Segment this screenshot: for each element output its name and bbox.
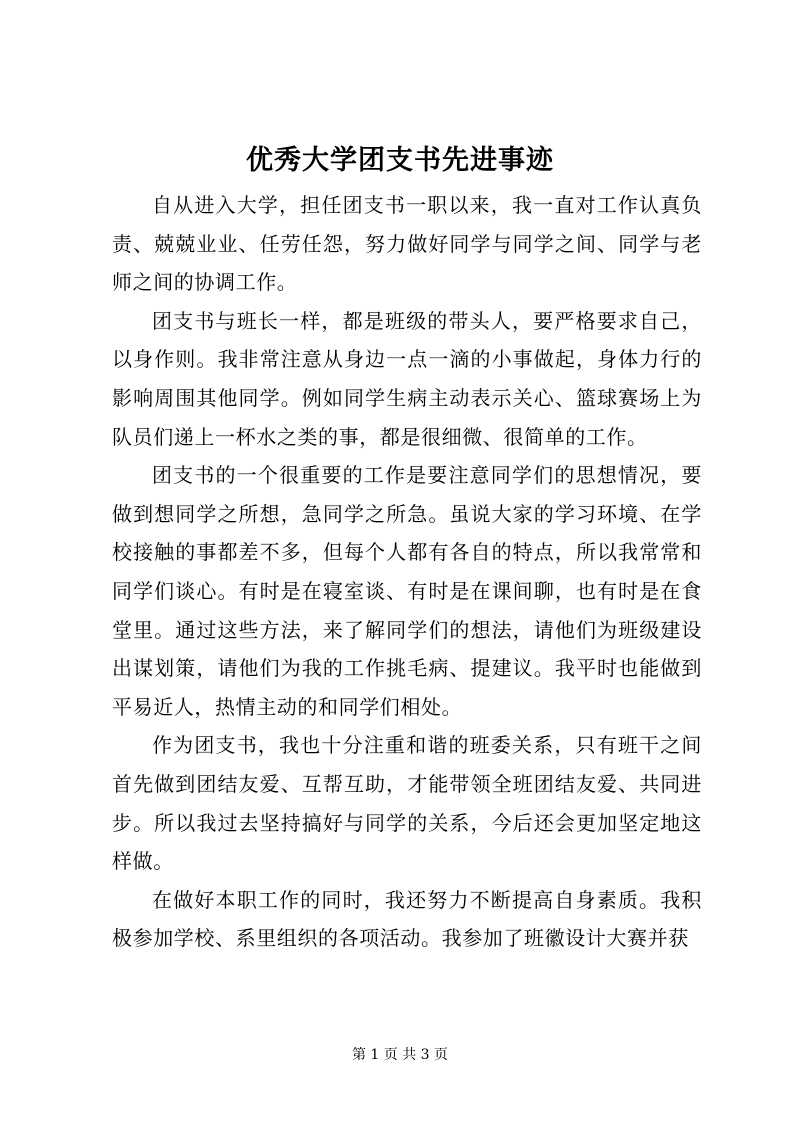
paragraph-4: 作为团支书，我也十分注重和谐的班委关系，只有班干之间首先做到团结友爱、互帮互助，才能带领全班团结友爱、共同进步。所以我过去坚持搞好与同学的关系，今后还会更加坚定地这样做。: [112, 733, 702, 874]
paragraph-2: 团支书与班长一样，都是班级的带头人，要严格要求自己，以身作则。我非常注意从身边一点一滴的小事做起，身体力行的影响周围其他同学。例如同学生病主动表示关心、篮球赛场上为队员们递上一杯水之类的事，都是很细微、很简单的工作。: [112, 308, 702, 449]
paragraph-1: 自从进入大学，担任团支书一职以来，我一直对工作认真负责、兢兢业业、任劳任怨，努力做好同学与同学之间、同学与老师之间的协调工作。: [112, 193, 702, 295]
page-footer: 第 1 页 共 3 页: [351, 1047, 449, 1063]
document-title: 优秀大学团支书先进事迹: [246, 145, 554, 176]
paragraph-5: 在做好本职工作的同时，我还努力不断提高自身素质。我积极参加学校、系里组织的各项活动。我参加了班徽设计大赛并获: [112, 887, 702, 951]
document-body: [112, 186, 702, 958]
paragraph-3: 团支书的一个很重要的工作是要注意同学们的思想情况，要做到想同学之所想，急同学之所急。虽说大家的学习环境、在学校接触的事都差不多，但每个人都有各自的特点，所以我常常和同学们谈心。有时是在寝室谈、有时是在课间聊，也有时是在食堂里。通过这些方法，来了解同学们的想法，请他们为班级建设出谋划策，请他们为我的工作挑毛病、提建议。我平时也能做到平易近人，热情主动的和同学们相处。: [112, 463, 702, 719]
